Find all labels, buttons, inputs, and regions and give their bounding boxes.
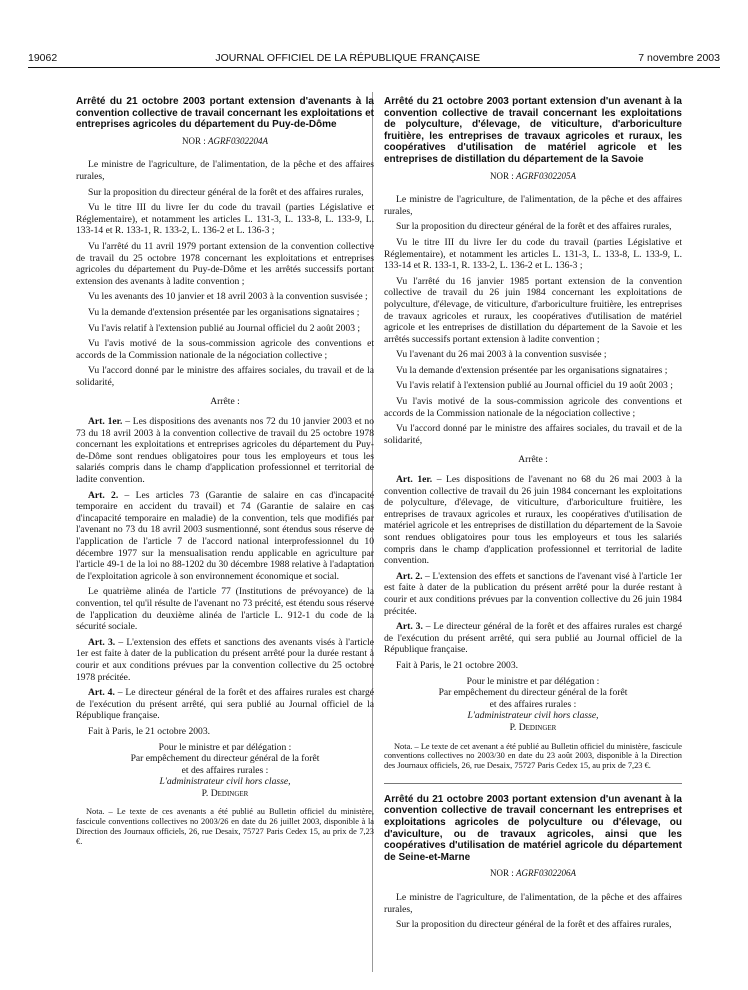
article — [384, 571, 682, 617]
visa-paragraph: Vu le titre III du livre Ier du code du travail (parties Législative et Réglementaire), et notamment les articles L. 131-3, L. 133-8, L. 133-9, L. 133-14 et R. 133-1, R. 133-2, L. 136-2 et L. 136-3 ; — [384, 236, 682, 272]
article-number: Art. 3. — [396, 621, 423, 633]
page-header — [28, 40, 720, 68]
nota-note: Nota. – Le texte de cet avenant a été publié au Bulletin officiel du ministère, fascicule conventions collectives no 2003/30 en date du 23 août 2003, disponible à la Direction des Journaux officiels, 26, rue Desaix, 75727 Paris Cedex 15, au prix de 7,23 €. — [384, 741, 682, 771]
visa-paragraph: Vu l'avis motivé de la sous-commission agricole des conventions et accords de la Commission nationale de la négociation collective ; — [76, 338, 374, 361]
nota-note: Nota. – Le texte de ces avenants a été publié au Bulletin officiel du ministère, fascicule conventions collectives no 2003/26 en date du 26 juillet 2003, disponible à la Direction des Journaux officiels, 26, rue Desaix, 75727 Paris Cedex 15, au prix de 7,23 €. — [76, 807, 374, 846]
visa-paragraph: Vu l'accord donné par le ministre des affaires sociales, du travail et de la solidarité, — [384, 423, 682, 446]
visa-paragraph: Vu l'avis relatif à l'extension publié au Journal officiel du 2 août 2003 ; — [88, 322, 361, 334]
arrete-heading: Arrête : — [518, 454, 548, 466]
signature-line: Pour le ministre et par délégation : — [466, 675, 600, 687]
article-number: Art. 1er. — [396, 474, 433, 486]
visa-paragraph: Vu le titre III du livre Ier du code du travail (parties Législative et Réglementaire), et notamment les articles L. 131-3, L. 133-8, L. 133-9, L. 133-14 et R. 133-1, R. 133-2, L. 136-2 et L. 136-3 ; — [76, 202, 374, 237]
article — [76, 586, 374, 632]
visa-paragraph: Vu les avenants des 10 janvier et 18 avril 2003 à la convention susvisée ; — [88, 291, 368, 303]
nor-reference — [76, 136, 374, 148]
journal-title: JOURNAL OFFICIEL DE LA RÉPUBLIQUE FRANÇAISE — [215, 52, 481, 64]
visa-paragraph: Vu l'arrêté du 16 janvier 1985 portant extension de la convention collective de travail du 26 juin 1984 concernant les exploitations de polyculture, d'élevage, de viticulture, d'arboriculture fruitière, les entreprises de travaux agricoles et ruraux, les coopératives d'utilisation de matériel agricole et les entreprises de distillation du département de la Savoie et les arrêtés successifs portant extension à ladite convention ; — [384, 275, 682, 345]
nor-code: AGRF0302204A — [208, 135, 268, 146]
decree-separator — [384, 783, 682, 784]
signatory-name: P. Dedinger — [201, 787, 249, 799]
visa-paragraph: Sur la proposition du directeur général de la forêt et des affaires rurales, — [88, 186, 364, 198]
visa-paragraph: Le ministre de l'agriculture, de l'alimentation, de la pêche et des affaires rurales, — [384, 892, 682, 915]
left-column — [76, 96, 374, 859]
visa-paragraph: Le ministre de l'agriculture, de l'alimentation, de la pêche et des affaires rurales, — [76, 159, 374, 182]
nor-code: AGRF0302206A — [516, 868, 576, 879]
article — [76, 637, 374, 683]
nor-label: NOR : — [181, 135, 206, 146]
done-at: Fait à Paris, le 21 octobre 2003. — [396, 659, 519, 671]
article — [384, 474, 682, 567]
article-text: Le quatrième alinéa de l'article 77 (Institutions de prévoyance) de la convention, tel qu'il résulte de l'avenant no 73 précité, est étendu sous réserve de l'application du deuxième alinéa de l'article L. 912-1 du code de la sécurité sociale. — [76, 586, 374, 633]
signatory-role: L'administrateur civil hors classe, — [159, 776, 291, 788]
signature-line: Pour le ministre et par délégation : — [158, 741, 292, 753]
visa-paragraph: Vu la demande d'extension présentée par les organisations signataires ; — [396, 364, 668, 376]
decree-title: Arrêté du 21 octobre 2003 portant extension d'avenants à la convention collective de travail concernant les exploitations et entreprises agricoles du département du Puy-de-Dôme — [76, 96, 374, 131]
article — [76, 416, 374, 486]
visa-paragraph: Vu l'accord donné par le ministre des affaires sociales, du travail et de la solidarité, — [76, 365, 374, 388]
nor-code: AGRF0302205A — [516, 170, 576, 181]
arrete-heading: Arrête : — [210, 396, 240, 408]
nor-label: NOR : — [489, 170, 514, 181]
signatory-name: P. Dedinger — [509, 721, 557, 733]
signature-line: et des affaires rurales : — [181, 764, 269, 776]
article-text: – Les articles 73 (Garantie de salaire en cas d'incapacité temporaire en accident du travail) et 74 (Garantie de salaire en cas d'incapacité temporaire en maladie) de la convention, tels que modifiés par l'avenant no 73 du 18 avril 2003 susmentionné, sont étendus sous réserve de l'application de l'article 7 de l'accord national interprofessionnel du 10 décembre 1977 sur la mensualisation rendu applicable en agriculture par l'article 49-1 de la loi no 88-1202 du 30 décembre 1988 relative à l'adaptation de l'exploitation agricole à son environnement économique et social. — [76, 489, 375, 582]
visa-paragraph: Vu l'arrêté du 11 avril 1979 portant extension de la convention collective de travail du 25 octobre 1978 concernant les exploitations et entreprises agricoles du département du Puy-de-Dôme et les arrêtés successifs portant extension des avenants à ladite convention ; — [76, 240, 374, 287]
visa-paragraph: Vu l'avis motivé de la sous-commission agricole des conventions et accords de la Commission nationale de la négociation collective ; — [384, 396, 682, 419]
visa-paragraph: Vu la demande d'extension présentée par les organisations signataires ; — [88, 306, 360, 318]
article-text: – Les dispositions de l'avenant no 68 du 26 mai 2003 à la convention collective de travail du 26 juin 1984 concernant les exploitations de polyculture, d'élevage, de viticulture, d'arboriculture fruitière, les entreprises de travaux agricoles et ruraux, les coopératives d'utilisation de matériel agricole et les entreprises de distillation du département de la Savoie sont rendues obligatoires pour tous les employeurs et tous les salariés compris dans le champ d'application professionnel et territorial de ladite convention. — [384, 474, 682, 567]
visa-paragraph: Sur la proposition du directeur général de la forêt et des affaires rurales, — [396, 221, 672, 233]
decree-title: Arrêté du 21 octobre 2003 portant extension d'un avenant à la convention collective de travail concernant les entreprises et exploitations agricoles de polyculture ou d'élevage, ou d'aviculture, ou de travaux agricoles, ainsi que les coopératives d'utilisation de matériel agricole du département de Seine-et-Marne — [384, 793, 682, 863]
signature-line: Par empêchement du directeur général de la forêt — [438, 687, 628, 699]
visa-paragraph: Sur la proposition du directeur général de la forêt et des affaires rurales, — [396, 919, 672, 931]
article-number: Art. 2. — [88, 489, 119, 501]
visa-paragraph: Vu l'avenant du 26 mai 2003 à la convention susvisée ; — [396, 349, 607, 361]
nor-label: NOR : — [489, 868, 514, 879]
article-number: Art. 1er. — [88, 416, 123, 428]
decree-title: Arrêté du 21 octobre 2003 portant extension d'un avenant à la convention collective de travail concernant les exploitations de polyculture, d'élevage, de viticulture, d'arboriculture fruitière, les entreprises de travaux agricoles et ruraux, les coopératives d'utilisation de matériel agricole et les entreprises de distillation du département de la Savoie — [384, 96, 682, 165]
signature-line: Par empêchement du directeur général de la forêt — [130, 753, 320, 765]
right-column — [384, 96, 682, 935]
article-number: Art. 3. — [88, 636, 116, 648]
done-at: Fait à Paris, le 21 octobre 2003. — [88, 725, 211, 737]
article-text: – L'extension des effets et sanctions de l'avenant visé à l'article 1er est faite à dater de la publication du présent arrêté pour la durée restant à courir et aux conditions prévues par la convention collective du 26 juin 1984 précitée. — [384, 570, 682, 617]
signature-line: et des affaires rurales : — [489, 698, 577, 710]
article — [76, 687, 374, 722]
issue-date: 7 novembre 2003 — [638, 52, 720, 64]
article-text: – Les dispositions des avenants nos 72 du 10 janvier 2003 et no 73 du 18 avril 2003 à la convention collective de travail du 25 octobre 1978 concernant les exploitations et entreprises agricoles du département du Puy-de-Dôme sont rendues obligatoires pour tous les employeurs et tous les salariés compris dans le champ d'application professionnel et territorial de ladite convention. — [76, 416, 374, 486]
visa-paragraph: Le ministre de l'agriculture, de l'alimentation, de la pêche et des affaires rurales, — [384, 194, 682, 217]
visa-paragraph: Vu l'avis relatif à l'extension publié au Journal officiel du 19 août 2003 ; — [396, 380, 673, 392]
nor-reference — [384, 171, 682, 183]
article-text: – Le directeur général de la forêt et des affaires rurales est chargé de l'exécution du présent arrêté, qui sera publié au Journal officiel de la République française. — [384, 621, 683, 656]
article-text: – Le directeur général de la forêt et des affaires rurales est chargé de l'exécution du présent arrêté, qui sera publié au Journal officiel de la République française. — [76, 687, 375, 722]
signatory-role: L'administrateur civil hors classe, — [467, 710, 599, 722]
article-number: Art. 2. — [396, 570, 423, 582]
article — [76, 490, 374, 583]
page-number: 19062 — [28, 52, 58, 64]
article — [384, 621, 682, 656]
article-number: Art. 4. — [88, 687, 115, 699]
nor-reference — [384, 868, 682, 880]
article-text: – L'extension des effets et sanctions des avenants visés à l'article 1er est faite à dater de la publication du présent arrêté pour la durée restant à courir et aux conditions prévues par la convention collective du 25 octobre 1978 précitée. — [76, 636, 374, 683]
